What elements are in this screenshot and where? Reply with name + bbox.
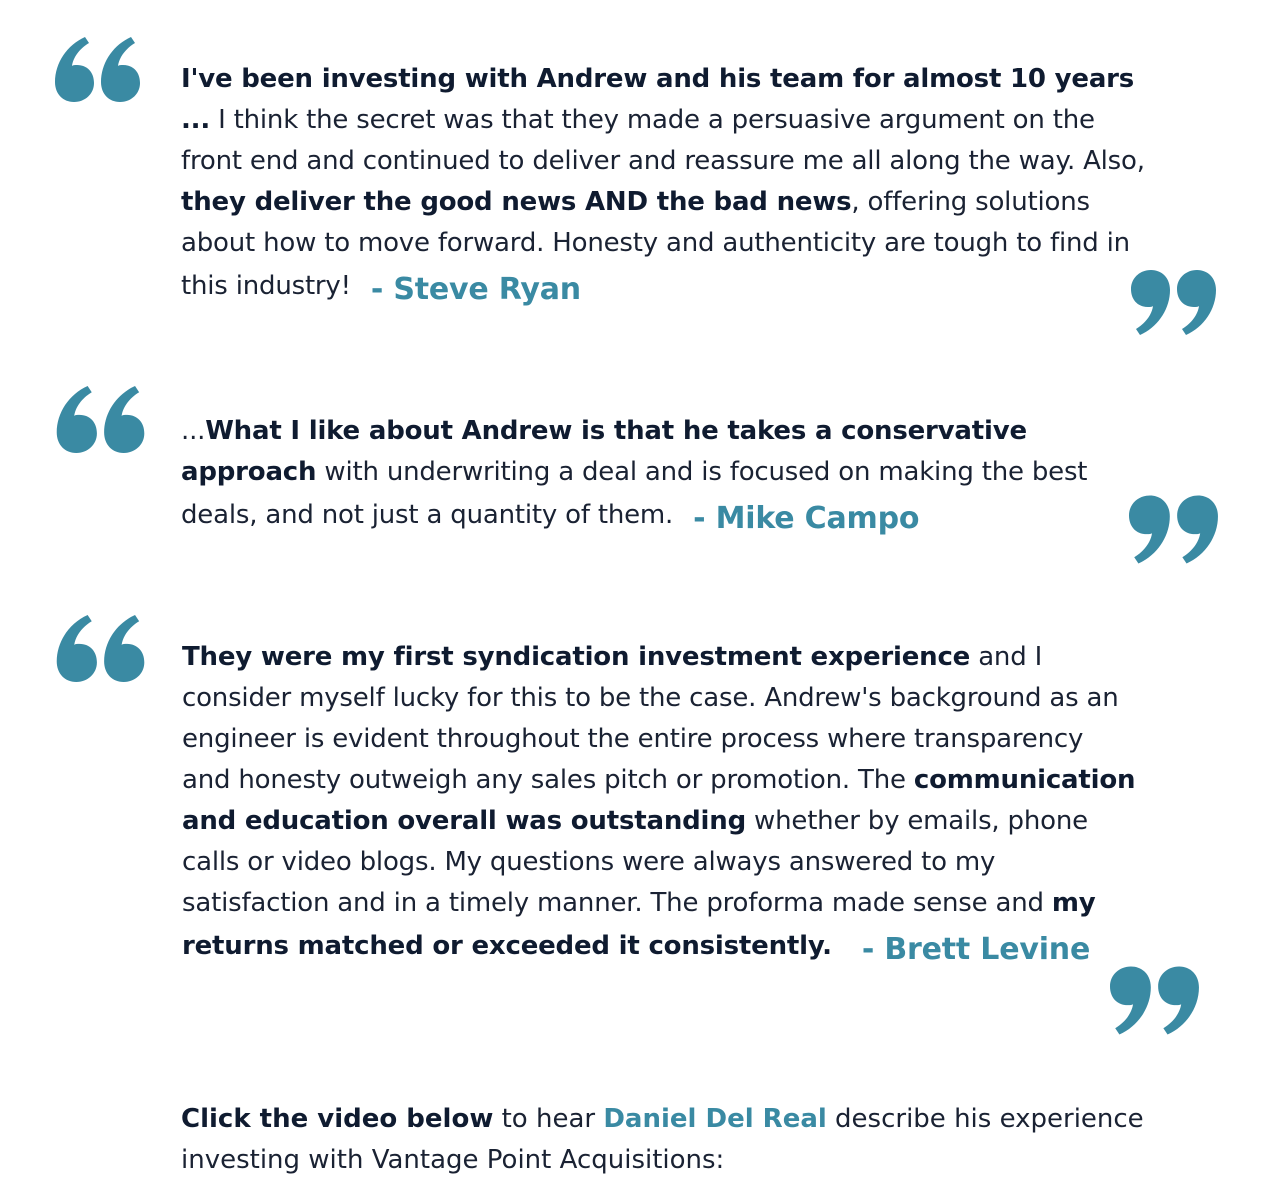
cta-body: describe his experience investing with Vantage Point Acquisitions: [181, 1104, 1144, 1175]
testimonial-bold: I've been investing with Andrew and his team for almost 10 years ... [181, 64, 1135, 135]
testimonial-body: whether by emails, phone calls or video blogs. My questions were always answered to my satisfaction and in a timely manner. The proforma made sense and [182, 806, 1088, 918]
video-cta [181, 1099, 1181, 1181]
open-quote-icon [54, 36, 140, 102]
testimonial-brett-levine [182, 637, 1137, 967]
testimonial-body: I think the secret was that they made a persuasive argument on the front end and continued to deliver and reassure me all along the way. Also, [181, 105, 1145, 176]
testimonial-mike-campo [181, 411, 1151, 536]
testimonial-body: , offering solutions about how to move forward. Honesty and authenticity are tough to find in this industry! [181, 187, 1130, 301]
cta-body: to hear [493, 1104, 604, 1134]
testimonial-bold: What I like about Andrew is that he takes a conservative approach [181, 416, 1027, 487]
testimonial-bold: They were my first syndication investment experience [182, 642, 971, 672]
close-quote-icon [1131, 270, 1217, 336]
open-quote-icon [54, 385, 146, 453]
author-name: - Steve Ryan [370, 272, 581, 307]
testimonial-bold: communication and education overall was outstanding [182, 765, 1136, 836]
open-quote-icon [54, 614, 146, 682]
close-quote-icon [1110, 966, 1200, 1036]
testimonial-body: with underwriting a deal and is focused on making the best deals, and not just a quantity of them. [181, 457, 1088, 530]
testimonial-body: and I consider myself lucky for this to be the case. Andrew's background as an engineer is evident throughout the entire process where transparency and honesty outweigh any sales pitch or promotion. The [182, 642, 1119, 795]
testimonial-steve-ryan [181, 59, 1151, 307]
testimonial-body: ... [181, 416, 206, 446]
daniel-del-real-link[interactable]: Daniel Del Real [603, 1104, 827, 1134]
testimonial-bold: they deliver the good news AND the bad news [181, 187, 852, 217]
close-quote-icon [1129, 495, 1219, 565]
testimonial-bold: my returns matched or exceeded it consistently. [182, 888, 1096, 961]
cta-bold: Click the video below [181, 1104, 494, 1134]
author-name: - Brett Levine [861, 932, 1091, 967]
author-name: - Mike Campo [693, 501, 920, 536]
